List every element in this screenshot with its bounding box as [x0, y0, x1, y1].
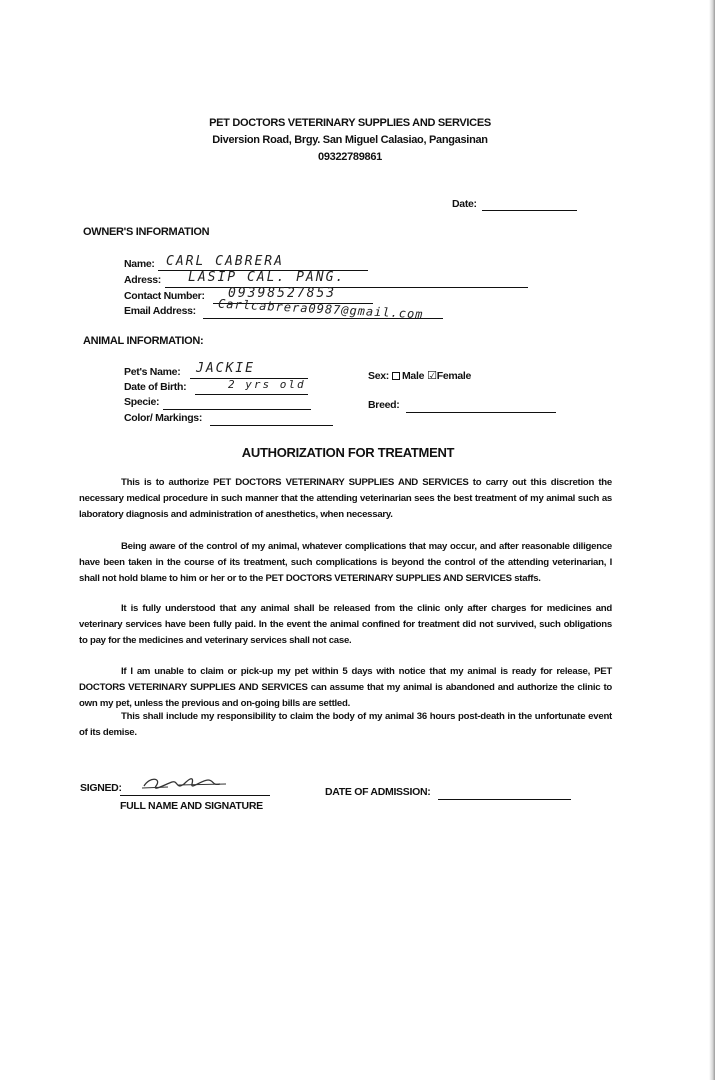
color-markings-field[interactable] [210, 425, 333, 426]
breed-field[interactable] [406, 412, 556, 413]
specie-field[interactable] [163, 409, 311, 410]
sex-field [368, 369, 471, 382]
sex-female-option: Female [436, 370, 472, 382]
authorization-paragraph-1: This is to authorize PET DOCTORS VETERINARY SUPPLIES AND SERVICES to carry out this discretion the necessary medical procedure in such manner that the attending veterinarian sees the best treatment of my animal such as laboratory diagnosis and administration of anesthetics, when necessary. [79, 477, 612, 520]
business-phone: 09322789861 [318, 151, 382, 163]
sex-male-checkbox[interactable] [392, 372, 400, 380]
email-address-label: Email Address: [124, 305, 196, 317]
email-address-value: Carlcabrera0987@gmail.com [217, 296, 424, 322]
owner-address-value: LASIP CAL. PANG. [188, 270, 346, 285]
authorization-paragraph-2: Being aware of the control of my animal, whatever complications that may occur, and after reasonable diligence have been taken in the course of its treatment, such complications is beyond the control of the attending veterinarian, I shall not hold blame to him or her or to the PET DOCTORS VETERINARY SUPPLIES AND SERVICES staffs. [79, 541, 612, 584]
dob-field[interactable] [195, 394, 308, 395]
dob-value: 2 yrs old [228, 378, 306, 391]
pet-name-value: JACKIE [196, 361, 255, 376]
authorization-paragraph-5: This shall include my responsibility to claim the body of my animal 36 hours post-death in the unfortunate event of its demise. [79, 711, 612, 738]
sex-label: Sex: [368, 370, 389, 382]
signature-caption: FULL NAME AND SIGNATURE [120, 800, 263, 812]
dob-label: Date of Birth: [124, 381, 187, 393]
owner-address-label: Adress: [124, 274, 161, 286]
business-address: Diversion Road, Brgy. San Miguel Calasiao, Pangasinan [212, 134, 488, 146]
scan-edge-shadow [709, 0, 715, 1080]
date-of-admission-field[interactable] [438, 799, 571, 800]
specie-label: Specie: [124, 396, 160, 408]
contact-number-label: Contact Number: [124, 290, 205, 302]
authorization-paragraph-4: If I am unable to claim or pick-up my pet within 5 days with notice that my animal is ready for release, PET DOCTORS VETERINARY SUPPLIES AND SERVICES can assume that my animal is abandoned and authorize the clinic to own my pet, unless the previous and on-going bills are settled. [79, 666, 612, 709]
owner-address-field[interactable] [165, 287, 528, 288]
color-markings-label: Color/ Markings: [124, 412, 203, 424]
owner-section-heading: OWNER'S INFORMATION [83, 226, 210, 238]
contact-number-value: 09398527853 [228, 286, 337, 301]
date-label: Date: [452, 198, 477, 210]
authorization-paragraph-3: It is fully understood that any animal shall be released from the clinic only after charges for medicines and veterinary services have been fully paid. In the event the animal confined for treatment did not survived, such obligations to pay for the medicines and veterinary services shall not case. [79, 603, 612, 646]
sex-female-check-icon: ☑ [427, 370, 437, 382]
authorization-title: AUTHORIZATION FOR TREATMENT [241, 445, 455, 460]
owner-name-label: Name: [124, 258, 155, 270]
business-name: PET DOCTORS VETERINARY SUPPLIES AND SERVICES [209, 117, 491, 129]
breed-label: Breed: [368, 399, 400, 411]
animal-section-heading: ANIMAL INFORMATION: [83, 335, 204, 347]
handwritten-signature [138, 772, 228, 796]
date-of-admission-label: DATE OF ADMISSION: [325, 786, 431, 798]
pet-name-label: Pet's Name: [124, 366, 181, 378]
signed-label: SIGNED: [80, 782, 122, 794]
owner-name-value: CARL CABRERA [166, 254, 284, 269]
sex-male-option: Male [401, 370, 425, 382]
date-field[interactable] [482, 210, 577, 211]
